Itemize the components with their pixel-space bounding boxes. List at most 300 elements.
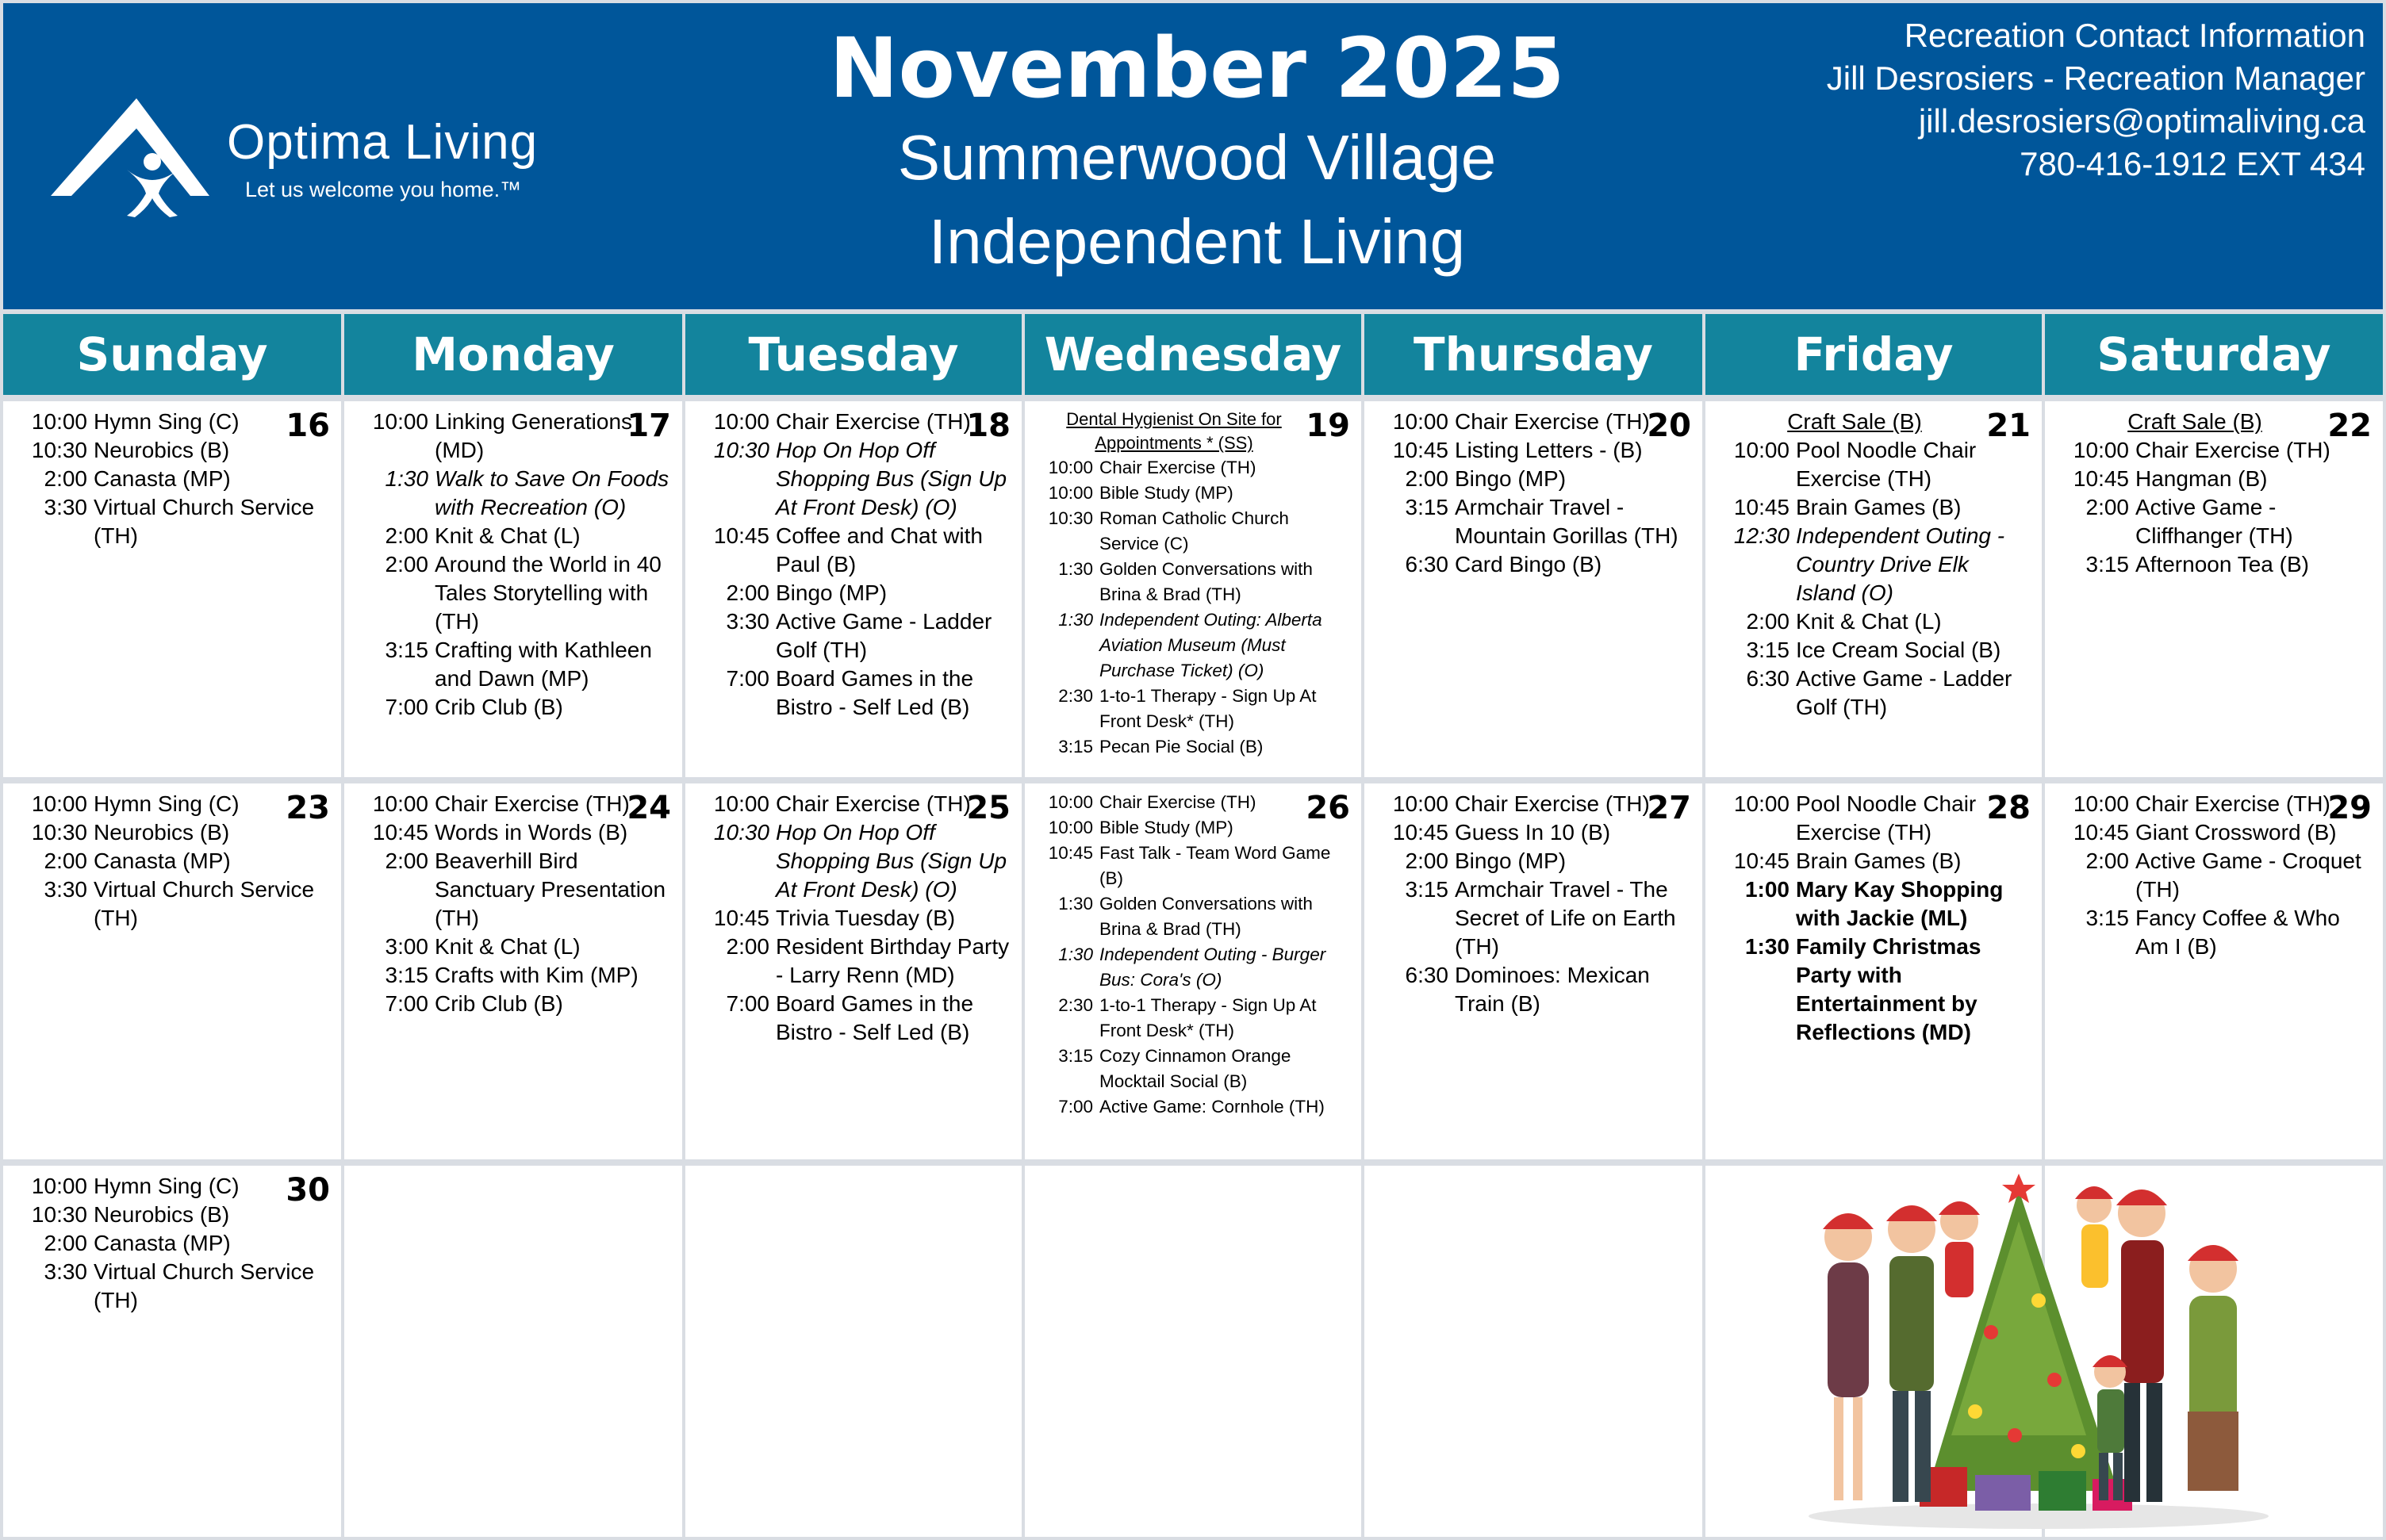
event-time: 2:00 <box>385 552 428 577</box>
event-time: 2:00 <box>44 849 87 873</box>
day-cell-25 <box>685 783 1022 1159</box>
event-time: 3:30 <box>726 609 769 634</box>
day-cell-29 <box>2045 783 2383 1159</box>
event-item <box>21 847 333 875</box>
event-time: 10:00 <box>372 409 428 434</box>
event-list <box>1382 790 1694 1018</box>
event-time: 3:15 <box>1405 495 1448 519</box>
event-item <box>1382 436 1694 465</box>
event-time: 12:30 <box>1733 523 1790 548</box>
event-title: Knit & Chat (L) <box>435 523 581 548</box>
event-title: Chair Exercise (TH) <box>1099 458 1256 477</box>
event-item <box>1042 734 1353 760</box>
event-time: 10:45 <box>2073 820 2129 845</box>
optima-living-logo <box>51 97 574 224</box>
event-item <box>362 550 674 636</box>
event-title: Beaverhill Bird Sanctuary Presentation (TH) <box>435 849 666 930</box>
event-title: Chair Exercise (TH) <box>435 791 630 816</box>
event-title: Active Game - Croquet (TH) <box>2135 849 2361 902</box>
event-item <box>1382 550 1694 579</box>
event-item <box>21 1229 333 1258</box>
event-item <box>1382 408 1694 436</box>
event-item <box>703 818 1014 904</box>
event-item <box>1042 1094 1353 1120</box>
event-item <box>1723 436 2034 493</box>
event-item <box>2062 493 2375 550</box>
event-title: Bingo (MP) <box>1455 849 1567 873</box>
day-header-monday: Monday <box>344 314 682 395</box>
event-time: 3:30 <box>44 1259 87 1284</box>
event-item <box>1382 818 1694 847</box>
day-header-saturday: Saturday <box>2045 314 2383 395</box>
event-title: Resident Birthday Party - Larry Renn (MD) <box>776 934 1010 987</box>
event-time: 1:30 <box>1058 894 1093 914</box>
title-block <box>701 21 1693 284</box>
event-time: 1:30 <box>1058 944 1093 964</box>
event-item <box>362 933 674 961</box>
event-list <box>2062 408 2375 579</box>
event-title: Board Games in the Bistro - Self Led (B) <box>776 991 974 1044</box>
event-title: Guess In 10 (B) <box>1455 820 1611 845</box>
event-time: 3:30 <box>44 495 87 519</box>
house-person-icon <box>51 97 209 224</box>
event-title: Active Game: Cornhole (TH) <box>1099 1097 1325 1117</box>
day-cell-21 <box>1705 401 2042 777</box>
date-number: 29 <box>2327 790 2372 826</box>
event-time: 10:30 <box>31 438 87 462</box>
event-time: 10:00 <box>1048 792 1093 812</box>
event-item <box>21 1201 333 1229</box>
event-item <box>362 847 674 933</box>
event-item <box>2062 436 2375 465</box>
day-cell-28 <box>1705 783 2042 1159</box>
event-list <box>1723 408 2034 722</box>
event-item <box>21 408 333 436</box>
event-time: 3:30 <box>44 877 87 902</box>
event-title: Neurobics (B) <box>94 438 230 462</box>
event-item <box>1382 790 1694 818</box>
event-time: 10:00 <box>372 791 428 816</box>
event-time: 2:00 <box>1405 849 1448 873</box>
event-title: Board Games in the Bistro - Self Led (B) <box>776 666 974 719</box>
event-list <box>21 790 333 933</box>
event-title: Coffee and Chat with Paul (B) <box>776 523 983 577</box>
event-item <box>1723 607 2034 636</box>
empty-day-cell <box>1364 1166 1702 1537</box>
event-item <box>362 636 674 693</box>
date-number: 23 <box>286 790 330 826</box>
event-time: 10:30 <box>1048 508 1093 528</box>
event-time: 1:30 <box>1744 934 1790 959</box>
event-item <box>1042 993 1353 1044</box>
day-cell-26 <box>1025 783 1361 1159</box>
event-time: 2:00 <box>44 1231 87 1255</box>
date-number: 30 <box>286 1172 330 1209</box>
christmas-family-illustration <box>1801 1174 2284 1530</box>
event-item <box>1382 847 1694 875</box>
event-item <box>1042 891 1353 942</box>
event-title: Words in Words (B) <box>435 820 628 845</box>
event-time: 2:00 <box>44 466 87 491</box>
day-cell-30 <box>3 1166 341 1537</box>
date-number: 20 <box>1647 408 1691 444</box>
day-cell-16 <box>3 401 341 777</box>
event-item <box>703 408 1014 436</box>
event-item <box>2062 550 2375 579</box>
day-cell-20 <box>1364 401 1702 777</box>
event-time: 10:45 <box>1392 820 1448 845</box>
event-item <box>1723 493 2034 522</box>
event-title: Canasta (MP) <box>94 466 231 491</box>
event-time: 10:30 <box>713 438 769 462</box>
event-item <box>21 436 333 465</box>
event-title: Hymn Sing (C) <box>94 791 240 816</box>
event-title: Bingo (MP) <box>1455 466 1567 491</box>
event-item <box>362 990 674 1018</box>
event-time: 10:00 <box>31 1174 87 1198</box>
event-title: Virtual Church Service (TH) <box>94 877 315 930</box>
event-item <box>2062 818 2375 847</box>
event-title: Bible Study (MP) <box>1099 483 1233 503</box>
event-title: Canasta (MP) <box>94 1231 231 1255</box>
event-time: 1:30 <box>385 466 428 491</box>
empty-day-cell <box>685 1166 1022 1537</box>
event-item <box>1042 481 1353 506</box>
date-number: 17 <box>627 408 671 444</box>
event-time: 2:30 <box>1058 686 1093 706</box>
event-item <box>21 818 333 847</box>
day-note: Dental Hygienist On Site for Appointments * (SS) <box>1066 409 1282 453</box>
event-time: 3:15 <box>1405 877 1448 902</box>
event-title: Neurobics (B) <box>94 1202 230 1227</box>
event-item <box>21 875 333 933</box>
month-title: November 2025 <box>829 20 1565 117</box>
event-title: Bingo (MP) <box>776 580 888 605</box>
event-item <box>1723 875 2034 933</box>
event-item <box>1382 875 1694 961</box>
calendar-header <box>3 3 2383 309</box>
event-item <box>362 693 674 722</box>
event-list <box>21 1172 333 1315</box>
event-title: Virtual Church Service (TH) <box>94 1259 315 1312</box>
event-title: Independent Outing: Alberta Aviation Museum (Must Purchase Ticket) (O) <box>1099 610 1322 680</box>
logo-tagline: Let us welcome you home.™ <box>245 178 522 201</box>
event-time: 10:00 <box>1392 409 1448 434</box>
event-time: 3:00 <box>385 934 428 959</box>
event-time: 1:00 <box>1744 877 1790 902</box>
day-cell-19 <box>1025 401 1361 777</box>
logo-brand-name: Optima Living <box>227 115 539 170</box>
event-item <box>362 408 674 465</box>
event-item <box>1042 942 1353 993</box>
event-title: Crib Club (B) <box>435 991 563 1016</box>
event-title: Fancy Coffee & Who Am I (B) <box>2135 906 2340 959</box>
event-item <box>703 790 1014 818</box>
contact-heading: Recreation Contact Information <box>1904 17 2365 54</box>
event-title: Crib Club (B) <box>435 695 563 719</box>
event-item <box>1382 465 1694 493</box>
event-time: 10:45 <box>1048 843 1093 863</box>
event-time: 7:00 <box>726 991 769 1016</box>
event-title: Roman Catholic Church Service (C) <box>1099 508 1289 554</box>
date-number: 22 <box>2327 408 2372 444</box>
event-time: 2:00 <box>1746 609 1790 634</box>
event-item <box>703 990 1014 1047</box>
event-item <box>1042 841 1353 891</box>
residence-type: Independent Living <box>928 206 1466 277</box>
event-item <box>1042 557 1353 607</box>
event-item <box>21 1172 333 1201</box>
day-header-wednesday: Wednesday <box>1025 314 1361 395</box>
event-time: 10:00 <box>1048 483 1093 503</box>
event-item <box>2062 847 2375 904</box>
event-time: 3:15 <box>2085 552 2129 577</box>
event-time: 3:15 <box>385 638 428 662</box>
event-list <box>1042 790 1353 1120</box>
event-item <box>21 465 333 493</box>
event-item <box>1042 790 1353 815</box>
event-title: Linking Generations (MD) <box>435 409 633 462</box>
event-time: 6:30 <box>1405 963 1448 987</box>
day-header-friday: Friday <box>1705 314 2042 395</box>
event-title: Knit & Chat (L) <box>1796 609 1942 634</box>
event-time: 10:00 <box>1733 438 1790 462</box>
event-title: Golden Conversations with Brina & Brad (TH) <box>1099 894 1313 939</box>
event-time: 6:30 <box>1746 666 1790 691</box>
event-time: 7:00 <box>385 695 428 719</box>
event-time: 10:00 <box>713 791 769 816</box>
event-title: Chair Exercise (TH) <box>776 409 971 434</box>
event-title: Pool Noodle Chair Exercise (TH) <box>1796 791 1977 845</box>
event-time: 10:45 <box>713 523 769 548</box>
event-list <box>1382 408 1694 579</box>
event-list <box>21 408 333 550</box>
date-number: 28 <box>1986 790 2031 826</box>
event-title: Around the World in 40 Tales Storytelling with (TH) <box>435 552 662 634</box>
event-item <box>703 665 1014 722</box>
event-title: Pecan Pie Social (B) <box>1099 737 1264 757</box>
event-title: Armchair Travel - The Secret of Life on Earth (TH) <box>1455 877 1676 959</box>
event-item <box>703 904 1014 933</box>
event-title: Walk to Save On Foods with Recreation (O) <box>435 466 669 519</box>
event-item <box>362 522 674 550</box>
event-title: Hymn Sing (C) <box>94 409 240 434</box>
event-time: 2:00 <box>385 523 428 548</box>
event-time: 7:00 <box>385 991 428 1016</box>
event-time: 6:30 <box>1405 552 1448 577</box>
event-time: 10:45 <box>1733 849 1790 873</box>
event-title: Fast Talk - Team Word Game (B) <box>1099 843 1331 888</box>
empty-day-cell <box>1025 1166 1361 1537</box>
event-time: 10:45 <box>1733 495 1790 519</box>
event-time: 2:00 <box>726 934 769 959</box>
date-number: 21 <box>1986 408 2031 444</box>
event-item <box>1723 636 2034 665</box>
event-title: Hop On Hop Off Shopping Bus (Sign Up At Front Desk) (O) <box>776 820 1007 902</box>
event-item <box>1723 522 2034 607</box>
event-time: 10:00 <box>713 409 769 434</box>
date-number: 18 <box>966 408 1011 444</box>
event-title: Card Bingo (B) <box>1455 552 1602 577</box>
event-time: 2:00 <box>2085 495 2129 519</box>
event-title: Chair Exercise (TH) <box>1099 792 1256 812</box>
event-title: Chair Exercise (TH) <box>2135 791 2330 816</box>
event-item <box>703 607 1014 665</box>
day-header-tuesday: Tuesday <box>685 314 1022 395</box>
event-time: 10:30 <box>31 1202 87 1227</box>
event-title: Active Game - Ladder Golf (TH) <box>1796 666 2012 719</box>
event-time: 3:15 <box>1058 737 1093 757</box>
event-title: Active Game - Ladder Golf (TH) <box>776 609 992 662</box>
day-note: Craft Sale (B) <box>2127 409 2262 434</box>
event-item <box>2062 790 2375 818</box>
empty-day-cell <box>344 1166 682 1537</box>
event-title: Chair Exercise (TH) <box>1455 409 1650 434</box>
event-time: 10:45 <box>1392 438 1448 462</box>
event-title: Crafting with Kathleen and Dawn (MP) <box>435 638 652 691</box>
event-list <box>1042 408 1353 760</box>
event-time: 10:00 <box>2073 791 2129 816</box>
event-item <box>1723 790 2034 847</box>
event-item <box>1723 847 2034 875</box>
event-time: 2:30 <box>1058 995 1093 1015</box>
event-list <box>1723 790 2034 1047</box>
event-item <box>362 465 674 522</box>
event-time: 10:30 <box>31 820 87 845</box>
event-time: 10:00 <box>1048 458 1093 477</box>
event-title: 1-to-1 Therapy - Sign Up At Front Desk* (TH) <box>1099 686 1317 731</box>
event-title: Knit & Chat (L) <box>435 934 581 959</box>
event-time: 10:00 <box>1048 818 1093 837</box>
event-item <box>1382 961 1694 1018</box>
event-time: 2:00 <box>726 580 769 605</box>
date-number: 24 <box>627 790 671 826</box>
event-list <box>2062 790 2375 961</box>
day-header-thursday: Thursday <box>1364 314 1702 395</box>
day-cell-17 <box>344 401 682 777</box>
event-title: 1-to-1 Therapy - Sign Up At Front Desk* (TH) <box>1099 995 1317 1040</box>
event-time: 3:15 <box>385 963 428 987</box>
day-header-sunday: Sunday <box>3 314 341 395</box>
event-item <box>703 579 1014 607</box>
event-title: Chair Exercise (TH) <box>2135 438 2330 462</box>
event-title: Brain Games (B) <box>1796 849 1962 873</box>
event-title: Mary Kay Shopping with Jackie (ML) <box>1796 877 2004 930</box>
day-cell-24 <box>344 783 682 1159</box>
event-item <box>21 1258 333 1315</box>
event-time: 10:00 <box>1392 791 1448 816</box>
event-title: Crafts with Kim (MP) <box>435 963 639 987</box>
day-cell-27 <box>1364 783 1702 1159</box>
day-cell-18 <box>685 401 1022 777</box>
event-title: Ice Cream Social (B) <box>1796 638 2001 662</box>
event-title: Hop On Hop Off Shopping Bus (Sign Up At Front Desk) (O) <box>776 438 1007 519</box>
event-item <box>703 436 1014 522</box>
event-time: 2:00 <box>385 849 428 873</box>
event-title: Golden Conversations with Brina & Brad (TH) <box>1099 559 1313 604</box>
event-item <box>21 493 333 550</box>
event-item <box>1382 493 1694 550</box>
day-cell-23 <box>3 783 341 1159</box>
event-title: Dominoes: Mexican Train (B) <box>1455 963 1650 1016</box>
event-item <box>703 933 1014 990</box>
event-list <box>703 408 1014 722</box>
event-title: Canasta (MP) <box>94 849 231 873</box>
event-item <box>21 790 333 818</box>
event-item <box>362 818 674 847</box>
event-item <box>2062 465 2375 493</box>
event-title: Armchair Travel - Mountain Gorillas (TH) <box>1455 495 1678 548</box>
event-time: 3:15 <box>1746 638 1790 662</box>
contact-info <box>1827 14 2365 186</box>
event-time: 1:30 <box>1058 610 1093 630</box>
event-title: Chair Exercise (TH) <box>776 791 971 816</box>
event-time: 3:15 <box>1058 1046 1093 1066</box>
event-title: Neurobics (B) <box>94 820 230 845</box>
event-title: Chair Exercise (TH) <box>1455 791 1650 816</box>
event-title: Family Christmas Party with Entertainment by Reflections (MD) <box>1796 934 1981 1044</box>
event-time: 1:30 <box>1058 559 1093 579</box>
event-title: Active Game - Cliffhanger (TH) <box>2135 495 2293 548</box>
event-item <box>1042 455 1353 481</box>
event-time: 10:00 <box>1733 791 1790 816</box>
location-name: Summerwood Village <box>897 122 1497 193</box>
event-item <box>1723 665 2034 722</box>
event-title: Cozy Cinnamon Orange Mocktail Social (B) <box>1099 1046 1291 1091</box>
date-number: 19 <box>1306 408 1350 444</box>
contact-email: jill.desrosiers@optimaliving.ca <box>1918 102 2365 140</box>
event-time: 10:45 <box>372 820 428 845</box>
event-item <box>1042 1044 1353 1094</box>
date-number: 27 <box>1647 790 1691 826</box>
event-title: Virtual Church Service (TH) <box>94 495 315 548</box>
event-item <box>1042 607 1353 684</box>
event-title: Pool Noodle Chair Exercise (TH) <box>1796 438 1977 491</box>
event-title: Listing Letters - (B) <box>1455 438 1643 462</box>
event-list <box>362 790 674 1018</box>
event-title: Hymn Sing (C) <box>94 1174 240 1198</box>
event-title: Brain Games (B) <box>1796 495 1962 519</box>
date-number: 25 <box>966 790 1011 826</box>
event-item <box>362 961 674 990</box>
event-item <box>1723 933 2034 1047</box>
day-cell-22 <box>2045 401 2383 777</box>
event-time: 2:00 <box>2085 849 2129 873</box>
event-time: 10:30 <box>713 820 769 845</box>
event-title: Independent Outing - Country Drive Elk Island (O) <box>1796 523 2005 605</box>
event-list <box>362 408 674 722</box>
event-time: 10:45 <box>2073 466 2129 491</box>
event-title: Trivia Tuesday (B) <box>776 906 956 930</box>
event-time: 3:15 <box>2085 906 2129 930</box>
event-item <box>2062 904 2375 961</box>
event-item <box>1042 684 1353 734</box>
date-number: 16 <box>286 408 330 444</box>
event-item <box>1042 815 1353 841</box>
contact-name: Jill Desrosiers - Recreation Manager <box>1826 59 2365 97</box>
event-item <box>362 790 674 818</box>
event-time: 10:45 <box>713 906 769 930</box>
date-number: 26 <box>1306 790 1350 826</box>
event-list <box>703 790 1014 1047</box>
event-title: Bible Study (MP) <box>1099 818 1233 837</box>
event-time: 7:00 <box>726 666 769 691</box>
event-time: 10:00 <box>31 791 87 816</box>
event-title: Giant Crossword (B) <box>2135 820 2337 845</box>
contact-phone: 780-416-1912 EXT 434 <box>2020 145 2365 182</box>
event-item <box>703 522 1014 579</box>
event-title: Independent Outing - Burger Bus: Cora's (O) <box>1099 944 1326 990</box>
